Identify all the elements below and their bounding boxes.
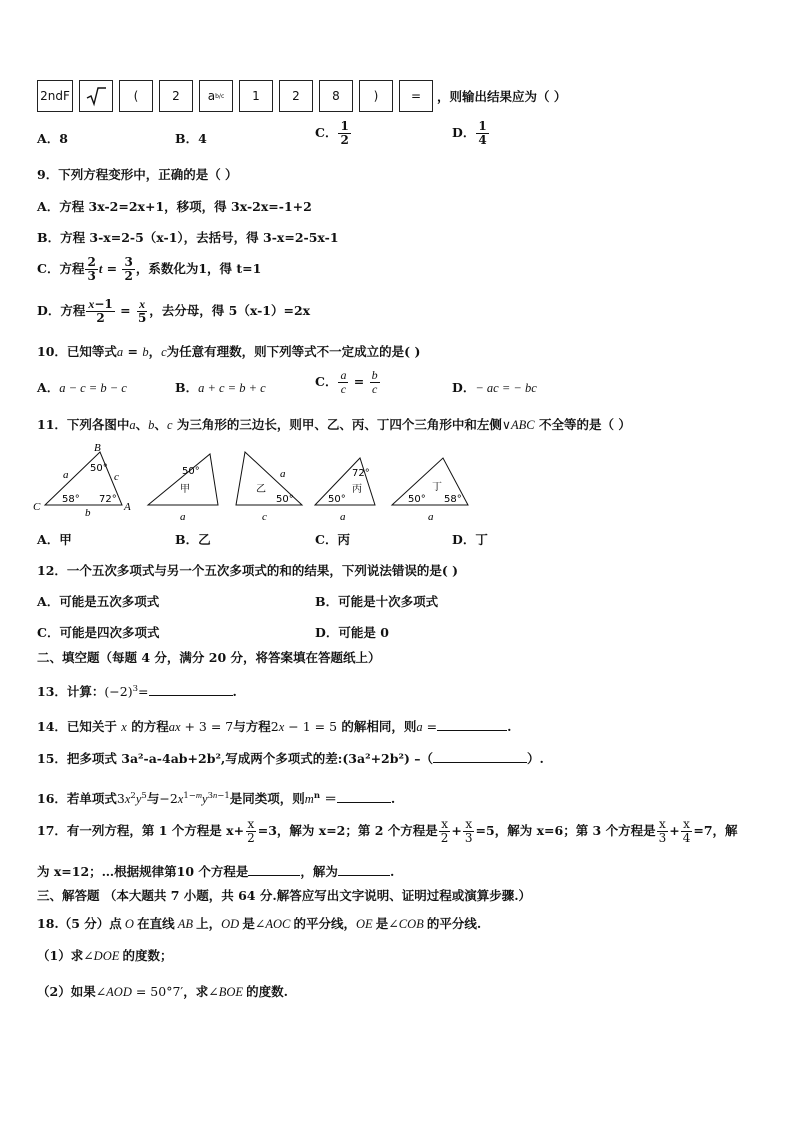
key-equals: = (399, 80, 433, 112)
vertex-c: C (33, 501, 41, 513)
triangle-bing (315, 458, 375, 520)
q12-stem: 12．一个五次多项式与另一个五次多项式的和的结果，下列说法错误的是( ) (37, 563, 459, 578)
vertex-b: B (94, 442, 101, 454)
q9-option-a: A．方程 3x-2=2x+1，移项，得 3x-2x=-1+2 (37, 199, 312, 214)
q18-sub-1: （1）求∠DOE 的度数； (37, 948, 173, 963)
q11-triangles-figure (30, 440, 480, 520)
side-a: a (63, 469, 69, 481)
section-2-heading: 二、填空题（每题 4 分，满分 20 分，将答案填在答题纸上） (37, 650, 381, 665)
svg-text:50°: 50° (276, 494, 294, 505)
svg-text:50°: 50° (182, 466, 200, 477)
q8-option-c: C． $\frac{1}{2}$ (315, 119, 349, 147)
key-2b: 2 (279, 80, 313, 112)
q11-stem: 11．下列各图中a、b、c 为三角形的三边长，则甲、乙、丙、丁四个三角形中和左侧∨ABC 不全等的是（ ） (37, 417, 631, 432)
triangle-abc (33, 442, 131, 519)
q12-option-a: A．可能是五次多项式 (37, 594, 160, 609)
key-sqrt (79, 80, 113, 112)
q11-option-b: B．乙 (175, 532, 211, 547)
svg-text:58°: 58° (444, 494, 462, 505)
svg-text:丁: 丁 (432, 482, 442, 493)
svg-text:乙: 乙 (256, 484, 266, 495)
key-8: 8 (319, 80, 353, 112)
triangle-jia (148, 454, 218, 520)
q10-stem: 10．已知等式a = b，c为任意有理数，则下列等式不一定成立的是( ) (37, 344, 421, 359)
svg-text:72°: 72° (352, 468, 370, 479)
key-1: 1 (239, 80, 273, 112)
q8-option-a: A．8 (37, 131, 68, 146)
q9-stem: 9．下列方程变形中，正确的是（ ） (37, 167, 238, 182)
q10-option-b: B．a + c = b + c (175, 380, 266, 395)
key-2ndf: 2ndF (37, 80, 73, 112)
q8-option-b: B．4 (175, 131, 207, 146)
key-open-paren: ( (119, 80, 153, 112)
side-c: c (114, 471, 119, 483)
svg-text:a: a (428, 511, 434, 520)
q9-option-c: C．方程 $\frac{2}{3}$ t = $\frac{3}{2}$ ，系数化为1，得 t=1 (37, 255, 262, 283)
q11-option-a: A．甲 (37, 532, 72, 547)
q9-option-d: D．方程 $\frac{x-1}{2}$ = $\frac{x}{5}$ ，去分母，得 5（x-1）=2x (37, 297, 311, 325)
svg-text:c: c (262, 511, 267, 520)
q12-option-c: C．可能是四次多项式 (37, 625, 160, 640)
triangle-ding (392, 458, 468, 520)
q17-line-1: 17．有一列方程，第 1 个方程是 x+ $\frac{x}{2}$ =3，解为 x=2；第 2 个方程是 $\frac{x}{2}$ + $\frac{x}{3}$ =5，解为 x=6；第 3 个方程是 $\frac{x}{3}$ + $\frac{x}{4}$ =7，解 (37, 817, 738, 845)
q11-option-d: D．丁 (452, 532, 488, 547)
q11-option-c: C．丙 (315, 532, 350, 547)
svg-text:甲: 甲 (180, 484, 190, 495)
angle-58: 58° (62, 494, 80, 505)
sqrt-icon (85, 85, 107, 107)
q10-option-d: D．− ac = − bc (452, 380, 537, 395)
svg-text:a: a (340, 511, 346, 520)
q12-option-d: D．可能是 0 (315, 625, 389, 640)
q18-sub-2: （2）如果∠AOD = 50°7′，求∠BOE 的度数. (37, 984, 289, 999)
q16: 16．若单项式$3x^2y^5$与$-2x^{1-m}y^{3n-1}$是同类项，则$m^n$ ＝ . (37, 790, 396, 807)
angle-72: 72° (99, 494, 117, 505)
svg-text:丙: 丙 (352, 484, 362, 495)
side-b: b (85, 507, 91, 519)
q8-tail: ，则输出结果应为（ ） (437, 89, 567, 104)
angle-50: 50° (90, 463, 108, 474)
q15: 15．把多项式 3a²-a-4ab+2b²,写成两个多项式的差:(3a²+2b²) –（ ）. (37, 751, 544, 766)
section-3-heading: 三、解答题 （本大题共 7 小题，共 64 分.解答应写出文字说明、证明过程或演算步骤.） (37, 888, 532, 903)
q9-option-b: B．方程 3-x=2-5（x-1），去括号，得 3-x=2-5x-1 (37, 230, 339, 245)
key-close-paren: ) (359, 80, 393, 112)
vertex-a: A (124, 501, 131, 513)
key-2: 2 (159, 80, 193, 112)
svg-text:a: a (180, 511, 186, 520)
q10-option-a: A．a − c = b − c (37, 380, 127, 395)
q13: 13．计算：$(-2)^3=$ . (37, 684, 237, 700)
svg-text:a: a (280, 468, 286, 480)
triangle-yi (236, 452, 302, 520)
q12-option-b: B．可能是十次多项式 (315, 594, 439, 609)
q8-option-d: D． $\frac{1}{4}$ (452, 119, 487, 147)
q17-line-2: 为 x=12；…根据规律第10 个方程是 ，解为 . (37, 864, 395, 879)
svg-text:50°: 50° (328, 494, 346, 505)
q10-option-c: C． $\frac{a}{c}$ = $\frac{b}{c}$ (315, 368, 378, 396)
q18-stem: 18.（5 分）点 O 在直线 AB 上，OD 是∠AOC 的平分线，OE 是∠COB 的平分线. (37, 916, 482, 931)
svg-text:50°: 50° (408, 494, 426, 505)
key-ab-c: a b/c (199, 80, 233, 112)
q14: 14．已知关于 x 的方程ax + 3 = 7与方程2x − 1 = 5 的解相同，则a = . (37, 719, 512, 734)
